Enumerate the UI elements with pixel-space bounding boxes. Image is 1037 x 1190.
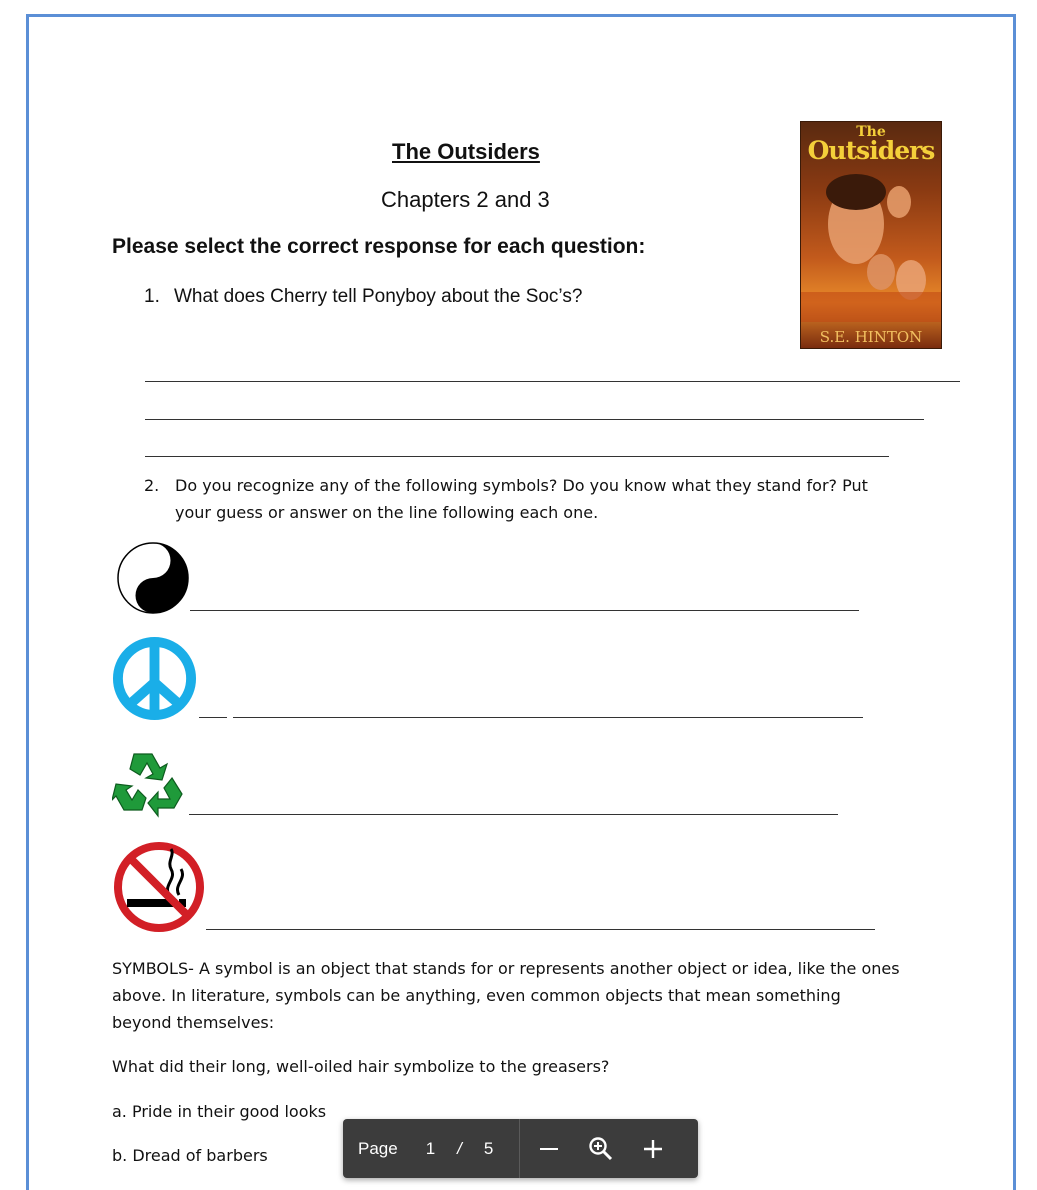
- option-b[interactable]: b. Dread of barbers: [112, 1146, 268, 1165]
- answer-line[interactable]: [190, 610, 859, 611]
- cover-the: The: [856, 124, 886, 140]
- question-1: [144, 286, 582, 308]
- toolbar-divider: [519, 1119, 520, 1178]
- plus-icon: [642, 1138, 664, 1160]
- question-2: [144, 472, 904, 526]
- option-a[interactable]: a. Pride in their good looks: [112, 1102, 327, 1121]
- answer-line[interactable]: [233, 717, 863, 718]
- yin-yang-icon: [116, 541, 190, 615]
- answer-line[interactable]: [189, 814, 838, 815]
- zoom-button[interactable]: [581, 1129, 621, 1169]
- pdf-page-toolbar: [343, 1119, 698, 1178]
- zoom-magnifier-icon: [588, 1136, 614, 1162]
- symbols-definition: SYMBOLS- A symbol is an object that stands for or represents another object or idea, like the ones above. In literature, symbols can be anything, even common objects that mean something beyond themselves:: [112, 959, 900, 1032]
- answer-line-segment[interactable]: [199, 717, 227, 718]
- question-1-text: What does Cherry tell Ponyboy about the Soc’s?: [174, 286, 583, 307]
- zoom-out-button[interactable]: [529, 1129, 569, 1169]
- zoom-in-button[interactable]: [633, 1129, 673, 1169]
- minus-icon: [538, 1138, 560, 1160]
- answer-line[interactable]: [145, 456, 889, 457]
- instructions-heading: Please select the correct response for each question:: [112, 235, 646, 258]
- question-1-number: 1.: [144, 286, 160, 307]
- page-label: Page: [358, 1138, 398, 1158]
- recycle-icon: [112, 748, 188, 818]
- answer-line[interactable]: [145, 419, 924, 420]
- hair-question: What did their long, well-oiled hair symbolize to the greasers?: [112, 1057, 610, 1076]
- question-2-number: 2.: [144, 476, 160, 495]
- cover-author: S.E. HINTON: [819, 328, 923, 346]
- answer-line[interactable]: [145, 381, 960, 382]
- book-cover-image: [800, 121, 942, 349]
- peace-sign-icon: [111, 635, 198, 722]
- total-pages: 5: [483, 1138, 494, 1158]
- document-subtitle: Chapters 2 and 3: [381, 187, 550, 212]
- page-separator: /: [457, 1138, 462, 1158]
- current-page-input[interactable]: 1: [425, 1138, 436, 1158]
- answer-line[interactable]: [206, 929, 875, 930]
- cover-faces-illustration: [801, 162, 942, 322]
- question-2-text: Do you recognize any of the following symbols? Do you know what they stand for? Put your guess or answer on the line following each one.: [175, 476, 868, 522]
- no-smoking-icon: [112, 840, 206, 934]
- cover-title: Outsiders: [807, 136, 935, 165]
- document-title: The Outsiders: [392, 139, 540, 164]
